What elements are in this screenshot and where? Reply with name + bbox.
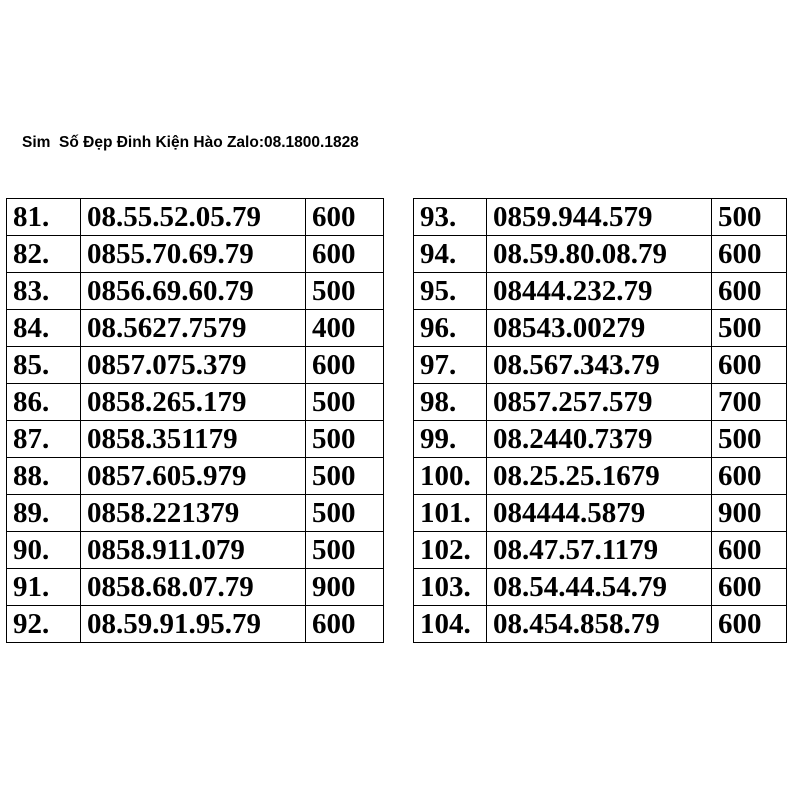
price-cell: 500	[306, 495, 384, 532]
price-cell: 600	[712, 569, 787, 606]
table-row	[414, 236, 787, 273]
table-row	[7, 273, 384, 310]
row-number-cell: 86.	[7, 384, 81, 421]
sim-number-cell: 0859.944.579	[487, 199, 712, 236]
price-cell: 600	[712, 236, 787, 273]
page-title: Sim Số Đẹp Đinh Kiện Hào Zalo:08.1800.1828	[22, 134, 359, 151]
sim-number-cell: 0855.70.69.79	[81, 236, 306, 273]
table-row	[7, 495, 384, 532]
sim-table-left-body	[7, 199, 384, 643]
row-number-cell: 99.	[414, 421, 487, 458]
sim-number-cell: 0858.911.079	[81, 532, 306, 569]
sim-number-cell: 0857.257.579	[487, 384, 712, 421]
price-cell: 600	[306, 199, 384, 236]
row-number-cell: 91.	[7, 569, 81, 606]
price-cell: 500	[306, 421, 384, 458]
price-cell: 900	[306, 569, 384, 606]
price-cell: 500	[712, 199, 787, 236]
sim-number-cell: 08.5627.7579	[81, 310, 306, 347]
table-row	[7, 458, 384, 495]
sim-number-cell: 08.25.25.1679	[487, 458, 712, 495]
price-cell: 500	[306, 384, 384, 421]
sim-number-cell: 08.59.91.95.79	[81, 606, 306, 643]
row-number-cell: 87.	[7, 421, 81, 458]
sim-table-right-body	[414, 199, 787, 643]
sim-number-cell: 08.454.858.79	[487, 606, 712, 643]
price-cell: 600	[306, 236, 384, 273]
table-row	[414, 532, 787, 569]
table-row	[7, 569, 384, 606]
row-number-cell: 98.	[414, 384, 487, 421]
price-cell: 400	[306, 310, 384, 347]
table-row	[7, 199, 384, 236]
table-row	[414, 199, 787, 236]
price-cell: 600	[712, 347, 787, 384]
sim-number-cell: 0857.075.379	[81, 347, 306, 384]
table-row	[414, 495, 787, 532]
table-row	[414, 606, 787, 643]
row-number-cell: 94.	[414, 236, 487, 273]
row-number-cell: 95.	[414, 273, 487, 310]
row-number-cell: 82.	[7, 236, 81, 273]
sim-number-cell: 08.47.57.1179	[487, 532, 712, 569]
price-cell: 500	[306, 458, 384, 495]
sim-number-cell: 0858.221379	[81, 495, 306, 532]
sim-table-right	[413, 198, 787, 643]
price-cell: 600	[712, 273, 787, 310]
price-cell: 600	[306, 347, 384, 384]
row-number-cell: 81.	[7, 199, 81, 236]
table-row	[414, 310, 787, 347]
sim-number-cell: 08.54.44.54.79	[487, 569, 712, 606]
price-cell: 600	[712, 606, 787, 643]
sim-number-cell: 08.55.52.05.79	[81, 199, 306, 236]
row-number-cell: 102.	[414, 532, 487, 569]
table-row	[414, 347, 787, 384]
row-number-cell: 90.	[7, 532, 81, 569]
row-number-cell: 92.	[7, 606, 81, 643]
price-cell: 500	[712, 310, 787, 347]
sim-number-cell: 08543.00279	[487, 310, 712, 347]
row-number-cell: 84.	[7, 310, 81, 347]
price-cell: 900	[712, 495, 787, 532]
sim-number-cell: 084444.5879	[487, 495, 712, 532]
table-row	[414, 458, 787, 495]
sim-number-cell: 08.567.343.79	[487, 347, 712, 384]
price-cell: 600	[712, 532, 787, 569]
row-number-cell: 100.	[414, 458, 487, 495]
row-number-cell: 96.	[414, 310, 487, 347]
sim-number-cell: 08.2440.7379	[487, 421, 712, 458]
row-number-cell: 85.	[7, 347, 81, 384]
sim-number-cell: 08444.232.79	[487, 273, 712, 310]
row-number-cell: 83.	[7, 273, 81, 310]
row-number-cell: 97.	[414, 347, 487, 384]
sim-number-cell: 0857.605.979	[81, 458, 306, 495]
row-number-cell: 88.	[7, 458, 81, 495]
table-row	[7, 236, 384, 273]
price-cell: 700	[712, 384, 787, 421]
sim-number-cell: 0856.69.60.79	[81, 273, 306, 310]
table-row	[7, 310, 384, 347]
row-number-cell: 103.	[414, 569, 487, 606]
row-number-cell: 101.	[414, 495, 487, 532]
row-number-cell: 89.	[7, 495, 81, 532]
row-number-cell: 104.	[414, 606, 487, 643]
price-cell: 500	[712, 421, 787, 458]
table-row	[414, 273, 787, 310]
table-row	[7, 384, 384, 421]
table-row	[414, 421, 787, 458]
price-cell: 600	[712, 458, 787, 495]
sim-number-cell: 0858.68.07.79	[81, 569, 306, 606]
sim-number-cell: 0858.351179	[81, 421, 306, 458]
row-number-cell: 93.	[414, 199, 487, 236]
table-row	[414, 384, 787, 421]
table-row	[7, 606, 384, 643]
price-cell: 600	[306, 606, 384, 643]
table-row	[7, 421, 384, 458]
sim-table-left	[6, 198, 384, 643]
price-cell: 500	[306, 532, 384, 569]
table-row	[7, 347, 384, 384]
sim-number-cell: 08.59.80.08.79	[487, 236, 712, 273]
price-cell: 500	[306, 273, 384, 310]
sim-number-cell: 0858.265.179	[81, 384, 306, 421]
table-row	[414, 569, 787, 606]
table-row	[7, 532, 384, 569]
